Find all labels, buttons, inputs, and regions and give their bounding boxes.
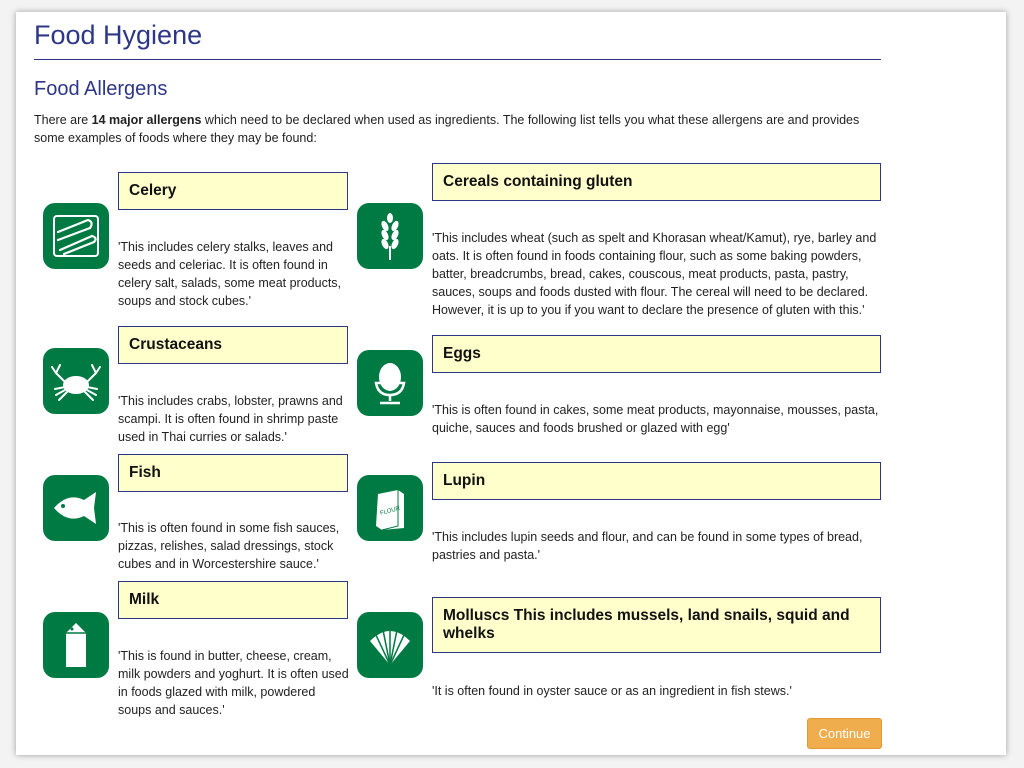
intro-suffix: which need to be declared when used as ingredients. The following list tells you what these allergens are and provides some examples of foods where they may be found: (34, 113, 860, 145)
allergen-heading-fish: Fish (118, 454, 348, 492)
allergen-heading-celery: Celery (118, 172, 348, 210)
allergen-desc-fish: 'This is often found in some fish sauces, pizzas, relishes, salad dressings, stock cubes and in Worcestershire sauce.' (118, 521, 340, 571)
allergen-heading-molluscs: Molluscs This includes mussels, land snails, squid and whelks (432, 597, 881, 653)
intro-prefix: There are (34, 113, 92, 127)
content-card (16, 12, 1006, 755)
shell-icon (357, 612, 423, 678)
allergen-desc-celery: 'This includes celery stalks, leaves and seeds and celeriac. It is often found in celery salt, salads, some meat products, soups and stock cubes.' (118, 240, 342, 308)
section-title: Food Allergens (34, 78, 168, 100)
intro-paragraph (34, 111, 884, 147)
continue-button[interactable]: Continue (807, 718, 882, 749)
allergen-desc-molluscs: 'It is often found in oyster sauce or as an ingredient in fish stews.' (432, 684, 792, 698)
allergen-heading-cereals: Cereals containing gluten (432, 163, 881, 201)
allergen-heading-crustaceans: Crustaceans (118, 326, 348, 364)
allergen-desc-cereals: 'This includes wheat (such as spelt and Khorasan wheat/Kamut), rye, barley and oats. It is often found in foods containing flour, such as some baking powders, batter, breadcrumbs, bread, cakes, couscous, meat products, pasta, pastry, sauces, soups and foods dusted with flour. The cereal will need to be declared. However, it is up to you if you want to declare the presence of gluten with this.' (432, 231, 877, 317)
intro-bold: 14 major allergens (91, 113, 202, 127)
allergen-desc-lupin: 'This includes lupin seeds and flour, and can be found in some types of bread, pastries and pasta.' (432, 530, 863, 562)
allergen-heading-eggs: Eggs (432, 335, 881, 373)
allergen-desc-crustaceans: 'This includes crabs, lobster, prawns and scampi. It is often found in shrimp paste used in Thai curries or salads.' (118, 394, 343, 444)
wheat-icon (357, 203, 423, 269)
title-divider (34, 59, 881, 60)
fish-icon (43, 475, 109, 541)
allergen-heading-milk: Milk (118, 581, 348, 619)
milk-carton-icon (43, 612, 109, 678)
allergen-desc-milk: 'This is found in butter, cheese, cream, milk powders and yoghurt. It is often used in foods glazed with milk, powdered soups and sauces.' (118, 649, 349, 717)
egg-icon (357, 350, 423, 416)
allergen-desc-eggs: 'This is often found in cakes, some meat products, mayonnaise, mousses, pasta, quiche, sauces and foods brushed or glazed with egg' (432, 403, 879, 435)
page-title: Food Hygiene (34, 20, 203, 50)
allergen-heading-lupin: Lupin (432, 462, 881, 500)
flour-bag-label: FLOUR (379, 505, 401, 517)
celery-icon (43, 203, 109, 269)
crab-icon (43, 348, 109, 414)
flour-bag-icon (357, 475, 423, 541)
